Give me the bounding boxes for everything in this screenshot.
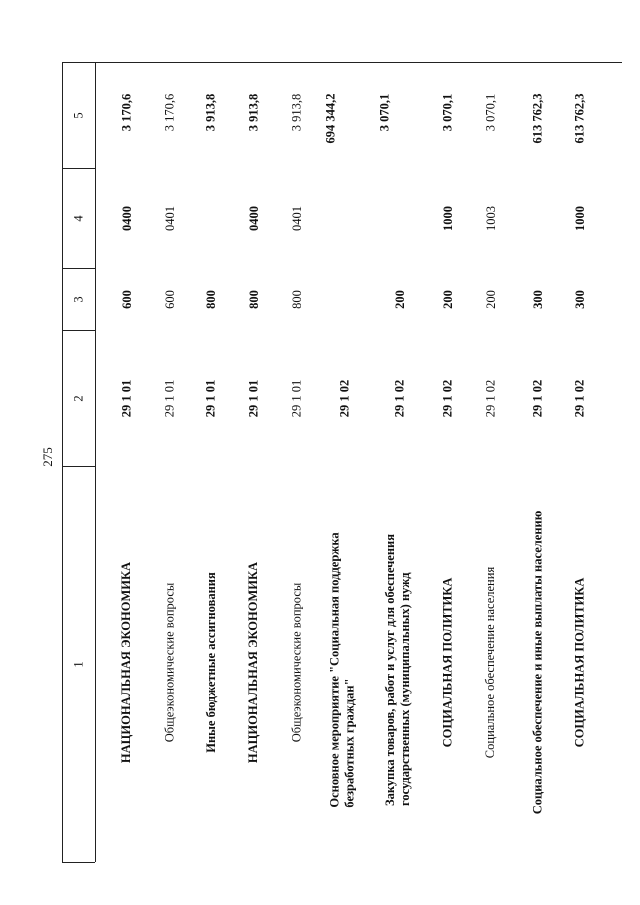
row-name bbox=[528, 472, 548, 852]
row-vr bbox=[244, 279, 264, 319]
column-number-1 bbox=[69, 654, 89, 674]
row-name bbox=[378, 490, 418, 850]
row-csr bbox=[160, 358, 180, 438]
row-rz bbox=[117, 193, 137, 243]
row-csr-text: 29 1 02 bbox=[440, 379, 455, 417]
row-name-text: Общеэкономические вопросы bbox=[289, 582, 304, 742]
row-sum bbox=[528, 79, 548, 159]
row-sum bbox=[570, 79, 590, 159]
row-sum bbox=[438, 72, 458, 152]
row-sum-text: 3 913,8 bbox=[246, 93, 261, 132]
row-sum-text: 3 070,1 bbox=[483, 93, 498, 132]
row-name-text: НАЦИОНАЛЬНАЯ ЭКОНОМИКА bbox=[246, 561, 261, 763]
row-csr-text: 29 1 02 bbox=[337, 379, 352, 417]
row-sum bbox=[481, 72, 501, 152]
row-vr bbox=[528, 279, 548, 319]
row-csr bbox=[438, 358, 458, 438]
row-csr bbox=[390, 358, 410, 438]
row-sum bbox=[160, 72, 180, 152]
row-name bbox=[287, 472, 307, 852]
row-rz-text: 1000 bbox=[572, 205, 587, 231]
row-sum bbox=[321, 79, 341, 159]
row-sum-text: 3 170,6 bbox=[119, 93, 134, 132]
row-vr-text: 300 bbox=[572, 289, 587, 309]
row-csr-text: 29 1 02 bbox=[483, 379, 498, 417]
row-vr bbox=[438, 279, 458, 319]
row-rz-text: 0401 bbox=[289, 205, 304, 231]
row-vr bbox=[287, 279, 307, 319]
row-sum-text: 3 070,1 bbox=[440, 93, 455, 132]
row-name bbox=[323, 490, 363, 850]
row-csr-text: 29 1 01 bbox=[246, 379, 261, 417]
table-border-top bbox=[62, 62, 63, 862]
row-name-text: Социальное обеспечение населения bbox=[483, 566, 498, 758]
table-border-left bbox=[62, 862, 95, 863]
page-number: 275 bbox=[40, 447, 55, 467]
column-divider-3 bbox=[62, 268, 95, 269]
column-number-3-text: 3 bbox=[71, 295, 86, 303]
row-vr-text: 200 bbox=[440, 289, 455, 309]
column-number-5 bbox=[69, 105, 89, 125]
column-number-1-text: 1 bbox=[71, 660, 86, 668]
row-sum-text: 3 170,6 bbox=[162, 93, 177, 132]
row-csr-text: 29 1 01 bbox=[289, 379, 304, 417]
row-name-line: безработных граждан" bbox=[343, 678, 358, 808]
row-name bbox=[244, 472, 264, 852]
column-number-2-text: 2 bbox=[71, 394, 86, 402]
row-rz-text: 1000 bbox=[440, 205, 455, 231]
column-number-3 bbox=[69, 289, 89, 309]
row-rz-text: 0401 bbox=[162, 205, 177, 231]
row-name bbox=[117, 472, 137, 852]
row-rz bbox=[570, 193, 590, 243]
row-rz bbox=[481, 193, 501, 243]
row-rz-text: 0400 bbox=[246, 205, 261, 231]
row-name-text: Социальное обеспечение и иные выплаты населению bbox=[530, 510, 545, 814]
row-csr-text: 29 1 02 bbox=[392, 379, 407, 417]
row-vr-text: 200 bbox=[483, 289, 498, 309]
row-csr-text: 29 1 02 bbox=[530, 379, 545, 417]
row-name bbox=[160, 472, 180, 852]
row-name bbox=[438, 472, 458, 852]
row-csr-text: 29 1 02 bbox=[572, 379, 587, 417]
row-name-text: НАЦИОНАЛЬНАЯ ЭКОНОМИКА bbox=[119, 561, 134, 763]
column-number-4-text: 4 bbox=[71, 214, 86, 222]
row-csr bbox=[287, 358, 307, 438]
row-csr bbox=[117, 358, 137, 438]
row-name-text: СОЦИАЛЬНАЯ ПОЛИТИКА bbox=[572, 577, 587, 747]
row-name bbox=[201, 472, 221, 852]
row-sum bbox=[375, 72, 395, 152]
row-vr bbox=[390, 279, 410, 319]
row-sum bbox=[244, 72, 264, 152]
row-rz-text: 1003 bbox=[483, 205, 498, 231]
row-name-text bbox=[328, 532, 358, 807]
row-csr bbox=[481, 358, 501, 438]
row-rz bbox=[287, 193, 307, 243]
row-name-line: Основное мероприятие "Социальная поддержка bbox=[328, 532, 343, 808]
row-name-line: государственных (муниципальных) нужд bbox=[398, 572, 413, 806]
row-sum-text: 694 344,2 bbox=[323, 93, 338, 144]
row-sum-text: 3 070,1 bbox=[377, 93, 392, 132]
row-vr-text: 200 bbox=[392, 289, 407, 309]
row-name bbox=[570, 472, 590, 852]
row-sum-text: 613 762,3 bbox=[572, 93, 587, 144]
row-csr-text: 29 1 01 bbox=[203, 379, 218, 417]
row-rz bbox=[438, 193, 458, 243]
row-sum bbox=[117, 72, 137, 152]
column-divider-4 bbox=[62, 168, 95, 169]
row-csr-text: 29 1 01 bbox=[162, 379, 177, 417]
row-sum-text: 3 913,8 bbox=[203, 93, 218, 132]
row-vr-text: 800 bbox=[203, 289, 218, 309]
row-vr bbox=[160, 279, 180, 319]
row-name-text: СОЦИАЛЬНАЯ ПОЛИТИКА bbox=[440, 577, 455, 747]
row-vr-text: 300 bbox=[530, 289, 545, 309]
row-csr bbox=[335, 358, 355, 438]
row-name-line: Закупка товаров, работ и услуг для обеспечения bbox=[383, 534, 398, 806]
row-vr bbox=[201, 279, 221, 319]
row-rz bbox=[244, 193, 264, 243]
row-csr bbox=[528, 358, 548, 438]
row-csr bbox=[570, 358, 590, 438]
row-rz-text: 0400 bbox=[119, 205, 134, 231]
row-sum bbox=[201, 72, 221, 152]
row-name-text: Иные бюджетные ассигнования bbox=[203, 571, 218, 753]
row-rz bbox=[160, 193, 180, 243]
row-vr bbox=[570, 279, 590, 319]
row-csr bbox=[201, 358, 221, 438]
row-vr bbox=[481, 279, 501, 319]
row-vr-text: 600 bbox=[162, 289, 177, 309]
column-number-4 bbox=[69, 208, 89, 228]
table-border-right bbox=[62, 62, 622, 63]
row-sum bbox=[287, 72, 307, 152]
row-name-text bbox=[383, 534, 413, 806]
header-bottom-rule bbox=[95, 62, 96, 862]
row-vr bbox=[117, 279, 137, 319]
row-sum-text: 613 762,3 bbox=[530, 93, 545, 144]
column-number-2 bbox=[69, 388, 89, 408]
row-vr-text: 800 bbox=[246, 289, 261, 309]
row-name bbox=[481, 472, 501, 852]
row-vr-text: 600 bbox=[119, 289, 134, 309]
column-divider-2 bbox=[62, 330, 95, 331]
row-csr-text: 29 1 01 bbox=[119, 379, 134, 417]
column-divider-1 bbox=[62, 466, 95, 467]
row-vr-text: 800 bbox=[289, 289, 304, 309]
row-sum-text: 3 913,8 bbox=[289, 93, 304, 132]
row-csr bbox=[244, 358, 264, 438]
column-number-5-text: 5 bbox=[71, 111, 86, 119]
row-name-text: Общеэкономические вопросы bbox=[162, 582, 177, 742]
